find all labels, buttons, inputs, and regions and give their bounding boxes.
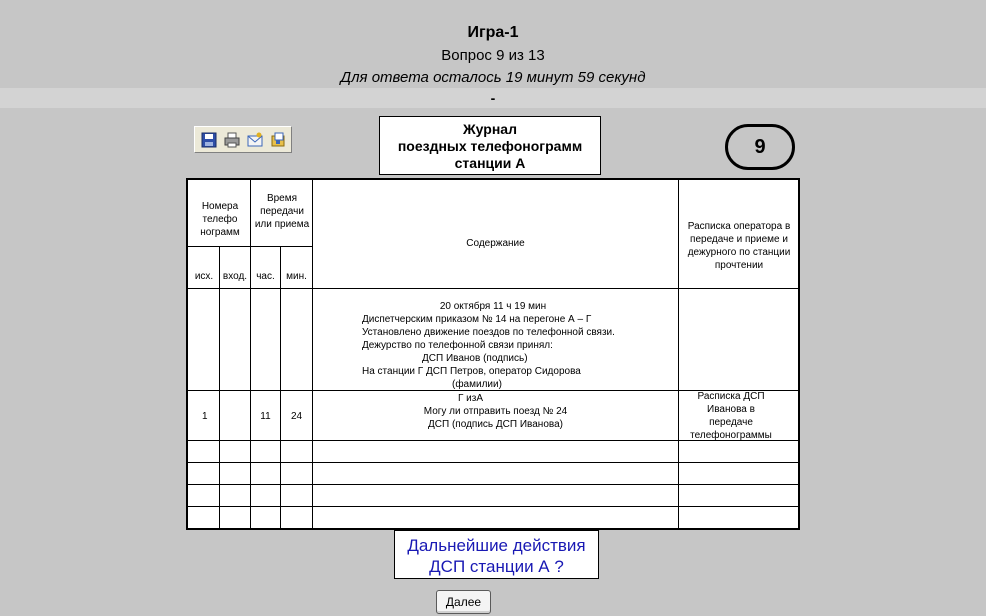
header-minutes: мин.	[286, 271, 307, 282]
content-line: (фамилии)	[452, 379, 502, 390]
question-line: Дальнейшие действия	[407, 536, 586, 555]
content-line: ДСП Иванов (подпись)	[422, 353, 528, 364]
content-line: Диспетчерским приказом № 14 на перегоне А – Г	[362, 314, 592, 325]
header-receipt: Расписка оператора в передаче и приеме и дежурного по станции прочтении	[687, 221, 791, 271]
time-remaining: Для ответа осталось 19 минут 59 секунд	[340, 69, 646, 86]
content-line: Установлено движение поездов по телефонной связи.	[362, 327, 615, 338]
row2-minutes: 24	[290, 411, 303, 422]
content-line: Г изА	[457, 393, 484, 404]
journal-title-line: поездных телефонограмм	[397, 138, 583, 154]
game-title: Игра-1	[467, 24, 519, 41]
row2-outgoing: 1	[202, 411, 208, 422]
header-incoming: вход.	[222, 271, 248, 282]
header-time: Время передачи или приема	[254, 193, 310, 230]
row2-content	[313, 392, 678, 431]
header-outgoing: исх.	[194, 271, 214, 282]
journal-title	[379, 116, 601, 175]
next-button[interactable]: Далее	[436, 590, 491, 614]
print-icon[interactable]	[223, 131, 241, 149]
question-line: ДСП станции А ?	[429, 557, 564, 576]
row1-content	[328, 300, 658, 391]
header-hours: час.	[256, 271, 275, 282]
row2-hours: 11	[260, 411, 271, 422]
question-number-badge: 9	[725, 124, 795, 170]
content-line: ДСП (подпись ДСП Иванова)	[428, 419, 563, 430]
journal-title-line: станции А	[454, 155, 526, 171]
save-icon[interactable]	[200, 131, 218, 149]
next-action-question	[394, 530, 599, 579]
content-line: Дежурство по телефонной связи принял:	[362, 340, 553, 351]
journal-title-line: Журнал	[463, 121, 517, 137]
content-line: Могу ли отправить поезд № 24	[423, 406, 568, 417]
toolbar	[194, 126, 292, 153]
question-counter: Вопрос 9 из 13	[441, 47, 545, 64]
telephonogram-journal-table	[186, 178, 800, 530]
content-line: 20 октября 11 ч 19 мин	[439, 301, 547, 312]
content-line: На станции Г ДСП Петров, оператор Сидорова	[362, 366, 581, 377]
status-dash: -	[490, 90, 496, 106]
mail-icon[interactable]	[246, 131, 264, 149]
header-content: Содержание	[466, 238, 525, 249]
export-icon[interactable]	[269, 131, 287, 149]
row2-receipt: Расписка ДСП Иванова в передаче телефонограммы	[690, 391, 772, 441]
header-numbers: Номера телефо нограмм	[200, 201, 240, 238]
